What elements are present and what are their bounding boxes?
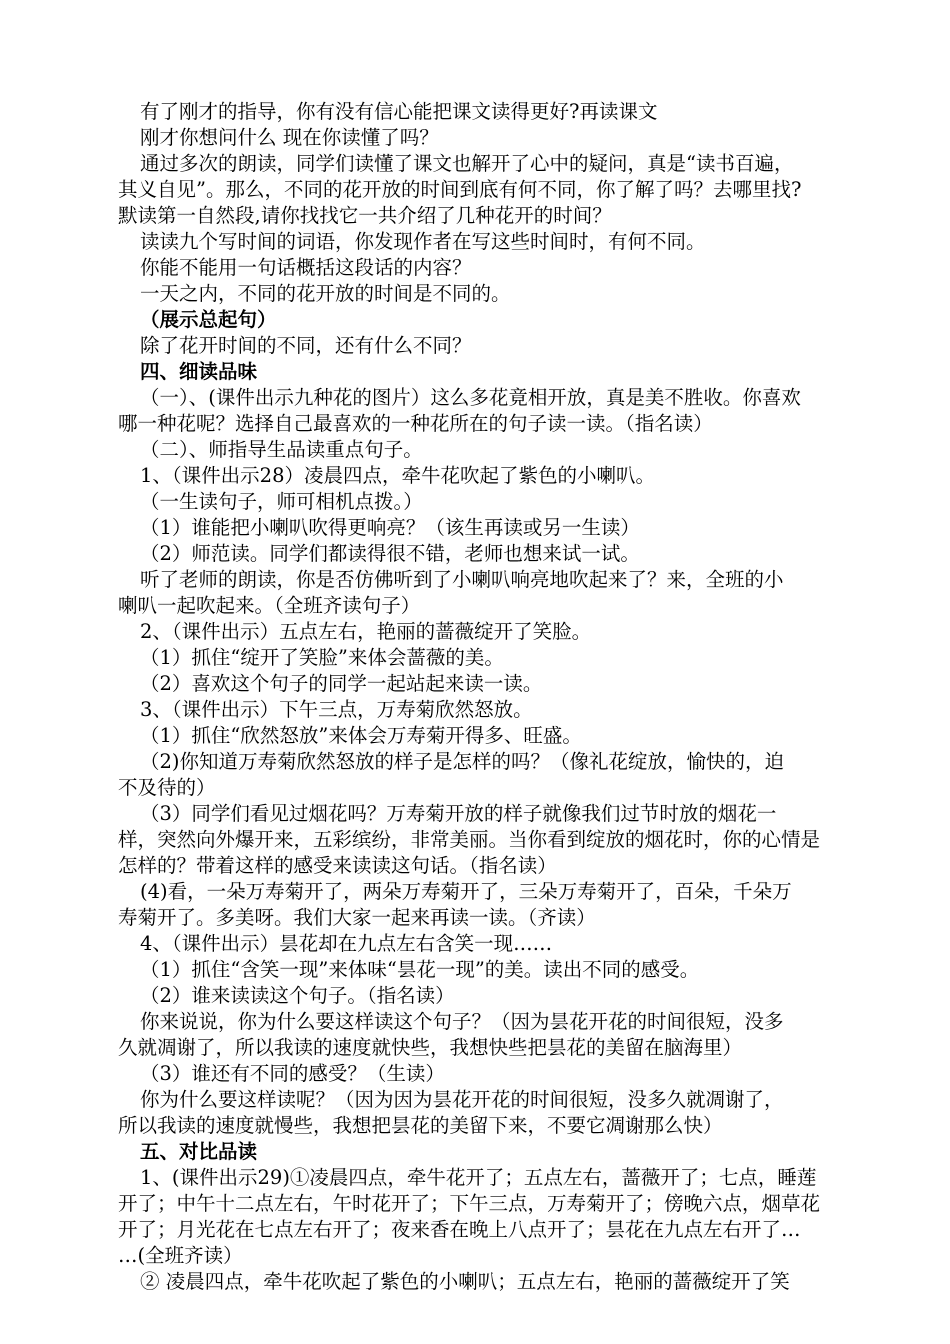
text-line: 寿菊开了。多美呀。我们大家一起来再读一读。（齐读） xyxy=(118,906,596,929)
text-line: 样，突然向外爆开来，五彩缤纷，非常美丽。当你看到绽放的烟花时，你的心情是 xyxy=(118,828,821,851)
text-line: 开了；中午十二点左右，午时花开了；下午三点，万寿菊开了；傍晚六点，烟草花 xyxy=(118,1192,821,1215)
text-line: 你能不能用一句话概括这段话的内容？ xyxy=(140,256,472,279)
text-line: 一天之内，不同的花开放的时间是不同的。 xyxy=(140,282,511,305)
text-line: （1）谁能把小喇叭吹得更响亮？（该生再读或另一生读） xyxy=(140,516,640,539)
text-line: 3、（课件出示）下午三点，万寿菊欣然怒放。 xyxy=(140,698,533,721)
text-line: （3）同学们看见过烟花吗？万寿菊开放的样子就像我们过节时放的烟花一 xyxy=(140,802,777,825)
text-line: 你来说说，你为什么要这样读这个句子？（因为昙花开花的时间很短，没多 xyxy=(140,1010,784,1033)
text-line: 怎样的？带着这样的感受来读读这句话。（指名读） xyxy=(118,854,557,877)
text-line: 刚才你想问什么 现在你读懂了吗？ xyxy=(140,126,439,149)
text-line: 喇叭一起吹起来。（全班齐读句子） xyxy=(118,594,421,617)
text-line: 2、（课件出示）五点左右，艳丽的蔷薇绽开了笑脸。 xyxy=(140,620,592,643)
text-line: 4、（课件出示）昙花却在九点左右含笑一现…… xyxy=(140,932,553,955)
text-line: （1）抓住“欣然怒放”来体会万寿菊开得多、旺盛。 xyxy=(140,724,582,747)
text-line: （2）谁来读读这个句子。（指名读） xyxy=(140,984,455,1007)
text-line: 1、(课件出示29)①凌晨四点，牵牛花开了；五点左右，蔷薇开了；七点，睡莲 xyxy=(140,1166,817,1189)
text-line: 1、（课件出示28）凌晨四点，牵牛花吹起了紫色的小喇叭。 xyxy=(140,464,655,487)
text-line: （1）抓住“含笑一现”来体味“昙花一现”的美。读出不同的感受。 xyxy=(140,958,700,981)
text-line: （二）、师指导生品读重点句子。 xyxy=(140,438,423,461)
text-line: 除了花开时间的不同，还有什么不同？ xyxy=(140,334,472,357)
text-line: （2）喜欢这个句子的同学一起站起来读一读。 xyxy=(140,672,543,695)
text-line: 通过多次的朗读，同学们读懂了课文也解开了心中的疑问，真是“读书百遍， xyxy=(140,152,794,175)
section-heading: 五、对比品读 xyxy=(140,1140,258,1163)
text-line: 默读第一自然段,请你找找它一共介绍了几种花开的时间？ xyxy=(118,204,612,227)
text-line: 久就凋谢了，所以我读的速度就快些，我想快些把昙花的美留在脑海里） xyxy=(118,1036,743,1059)
text-line: 不及待的） xyxy=(118,776,216,799)
text-line: 所以我读的速度就慢些，我想把昙花的美留下来，不要它凋谢那么快） xyxy=(118,1114,723,1137)
text-line: 其义自见”。那么，不同的花开放的时间到底有何不同，你了解了吗？去哪里找? xyxy=(118,178,802,201)
text-line: …(全班齐读） xyxy=(118,1244,243,1267)
text-line: 读读九个写时间的词语，你发现作者在写这些时间时，有何不同。 xyxy=(140,230,706,253)
text-line: （1）抓住“绽开了笑脸”来体会蔷薇的美。 xyxy=(140,646,504,669)
text-line: （一）、(课件出示九种花的图片）这么多花竟相开放，真是美不胜收。你喜欢 xyxy=(140,386,801,409)
text-line: 听了老师的朗读，你是否仿佛听到了小喇叭响亮地吹起来了？来，全班的小 xyxy=(140,568,784,591)
text-line: 有了刚才的指导，你有没有信心能把课文读得更好?再读课文 xyxy=(140,100,658,123)
text-line: （3）谁还有不同的感受？（生读） xyxy=(140,1062,445,1085)
text-line: （一生读句子，师可相机点拨。） xyxy=(140,490,423,513)
text-line: ② 凌晨四点，牵牛花吹起了紫色的小喇叭；五点左右，艳丽的蔷薇绽开了笑 xyxy=(140,1270,790,1293)
bold-note: （展示总起句） xyxy=(140,308,277,331)
text-line: 哪一种花呢？选择自己最喜欢的一种花所在的句子读一读。（指名读） xyxy=(118,412,713,435)
text-line: （2)你知道万寿菊欣然怒放的样子是怎样的吗？（像礼花绽放，愉快的，迫 xyxy=(140,750,785,773)
text-line: 你为什么要这样读呢？（因为因为昙花开花的时间很短，没多久就凋谢了， xyxy=(140,1088,784,1111)
text-line: （2）师范读。同学们都读得很不错，老师也想来试一试。 xyxy=(140,542,640,565)
text-line: 开了；月光花在七点左右开了；夜来香在晚上八点开了；昙花在九点左右开了… xyxy=(118,1218,801,1241)
section-heading: 四、细读品味 xyxy=(140,360,258,383)
text-line: (4)看，一朵万寿菊开了，两朵万寿菊开了，三朵万寿菊开了，百朵，千朵万 xyxy=(140,880,792,903)
